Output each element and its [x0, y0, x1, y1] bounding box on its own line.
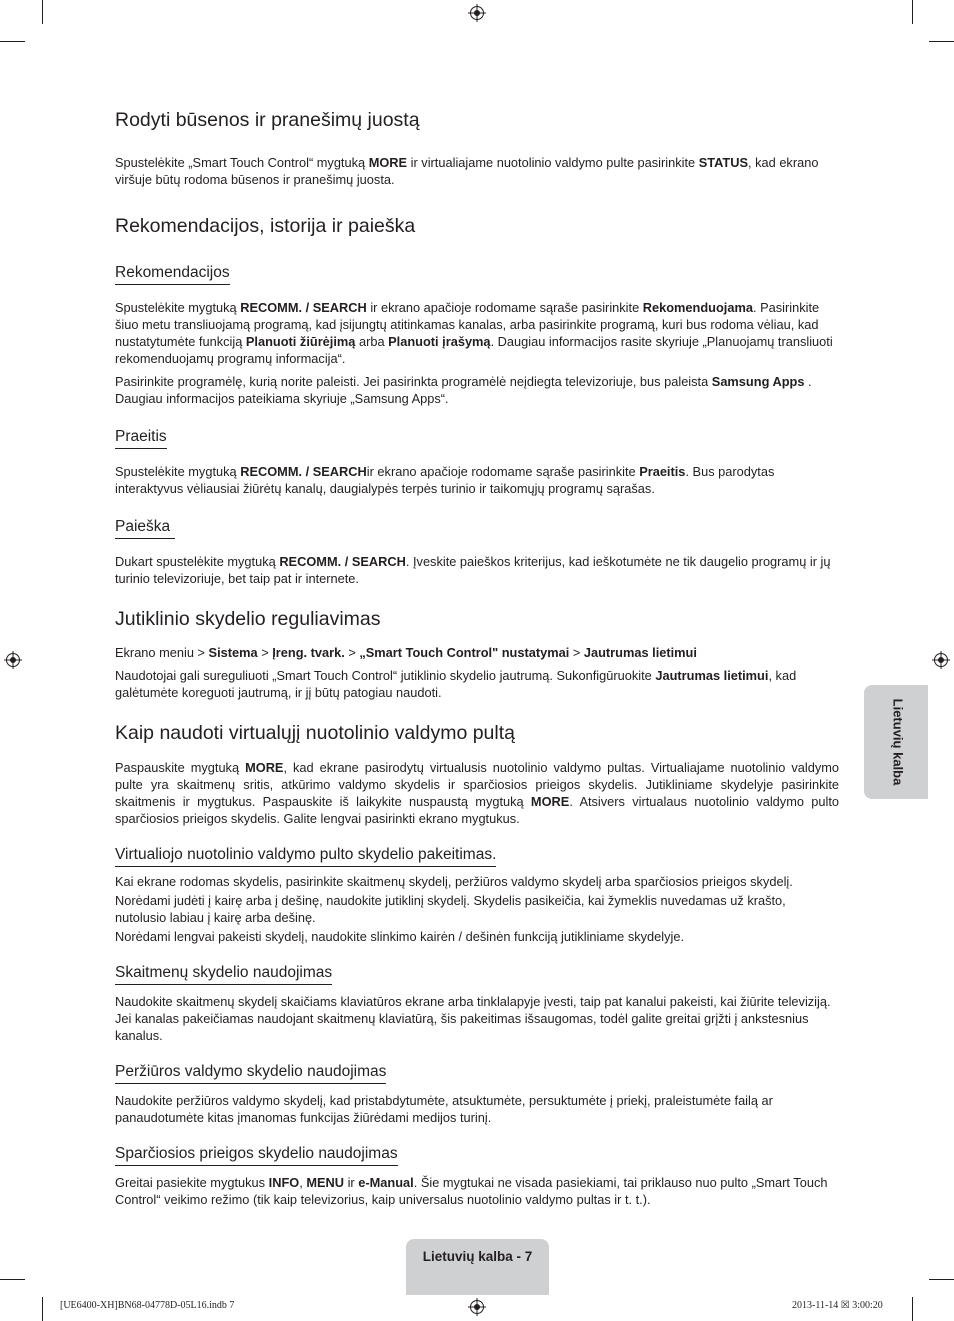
subsection-title: Paieška [115, 517, 175, 539]
paragraph: Spustelėkite „Smart Touch Control“ mygtuką MORE ir virtualiajame nuotolinio valdymo pulte pasirinkite STATUS, kad ekrano viršuje būtų rodoma būsenos ir pranešimų juosta. [115, 155, 819, 188]
paragraph: Norėdami lengvai pakeisti skydelį, naudokite slinkimo kairėn / dešinėn funkciją jutikliniame skydelyje. [115, 929, 685, 945]
registration-mark-icon [468, 1298, 486, 1316]
crop-mark [42, 1297, 43, 1321]
subsection-title: Rekomendacijos [115, 263, 230, 285]
paragraph: Kai ekrane rodomas skydelis, pasirinkite skaitmenų skydelį, peržiūros valdymo skydelį arba sparčiosios prieigos skydelį. [115, 874, 793, 890]
paragraph: Pasirinkite programėlę, kurią norite paleisti. Jei pasirinkta programėlė neįdiegta televizoriuje, bus paleista Samsung Apps . Daugiau informacijos pateikiama skyriuje „Samsung Apps“. [115, 373, 812, 406]
paragraph: Naudokite skaitmenų skydelį skaičiams klaviatūros ekrane arba tinklalapyje įvesti, taip pat kanalui pakeisti, kai žiūrite televiziją. Jei kanalas pakeičiamas naudojant skaitmenų klaviatūrą, šis pakeitimas išsaugomas, todėl galite greitai grįžti į ankstesnius kanalus. [115, 994, 831, 1044]
paragraph: Spustelėkite mygtuką RECOMM. / SEARCH ir ekrano apačioje rodomame sąraše pasirinkite Rekomenduojama. Pasirinkite šiuo metu transliuojamą programą, kad įsijungtų atitinkamas kanalas, arba pasirinkite programą, kuri bus rodoma vėliau, kad nustatytumėte funkciją Planuoti žiūrėjimą arba Planuoti įrašymą. Daugiau informacijos rasite skyriuje „Planuojamų transliuoti rekomenduojamų programų informacija“. [115, 299, 833, 366]
paragraph: Spustelėkite mygtuką RECOMM. / SEARCHir ekrano apačioje rodomame sąraše pasirinkite Praeitis. Bus parodytas interaktyvus vėliausiai žiūrėtų kanalų, daugialypės terpės turinio ir taikomųjų programų sąrašas. [115, 464, 775, 497]
crop-mark [0, 41, 25, 42]
paragraph: Norėdami judėti į kairę arba į dešinę, naudokite jutiklinį skydelį. Skydelis pasikeičia, kai žymeklis nuvedamas už krašto, nutolusio labiau į kairę arba dešinę. [115, 893, 786, 926]
page-content [115, 108, 839, 1208]
crop-mark [912, 0, 913, 24]
menu-path: Ekrano meniu > Sistema > Įreng. tvark. > „Smart Touch Control" nustatymai > Jautrumas lietimui [115, 644, 697, 660]
crop-mark [42, 0, 43, 24]
crop-mark [929, 41, 954, 42]
subsection-title: Sparčiosios prieigos skydelio naudojimas [115, 1144, 398, 1166]
subsection-title: Praeitis [115, 427, 167, 449]
registration-mark-icon [4, 651, 22, 669]
subsection-title: Virtualiojo nuotolinio valdymo pulto skydelio pakeitimas. [115, 845, 496, 867]
print-slug-date: 2013-11-14 ☒ 3:00:20 [792, 1300, 883, 1311]
subsection-title: Skaitmenų skydelio naudojimas [115, 963, 332, 985]
page-number-label: Lietuvių kalba - 7 [422, 1249, 533, 1264]
print-slug-file: [UE6400-XH]BN68-04778D-05L16.indb 7 [60, 1300, 235, 1311]
paragraph: Naudokite peržiūros valdymo skydelį, kad pristabdytumėte, atsuktumėte, persuktumėte į priekį, praleistumėte failą ar panaudotumėte kitas įmanomas funkcijas žiūrėdami medijos turinį. [115, 1093, 773, 1126]
crop-mark [0, 1279, 25, 1280]
section-title: Rodyti būsenos ir pranešimų juostą [115, 109, 420, 131]
section-title: Rekomendacijos, istorija ir paieška [115, 215, 416, 238]
paragraph: Paspauskite mygtuką MORE, kad ekrane pasirodytų virtualusis nuotolinio valdymo pultas. Virtualiajame nuotolinio valdymo pulte yra skaitmenų sritis, atkūrimo valdymo skydelis ir sparčiosios prieigos skydelis. Jutikliniame skydelyje pasirinkite skaitmenis ir mygtukus. Paspauskite iš laikykite nuspaustą mygtuką MORE. Atsivers virtualaus nuotolinio valdymo pulto sparčiosios prieigos skydelis. Galite lengvai pasirinkti ekrano mygtukus. [115, 759, 839, 826]
registration-mark-icon [468, 4, 486, 22]
paragraph: Greitai pasiekite mygtukus INFO, MENU ir e-Manual. Šie mygtukai ne visada pasiekiami, tai priklauso nuo pulto „Smart Touch Control“ veikimo režimo (tik kaip televizorius, kaip universalus nuotolinio valdymo pultas ir t. t.). [115, 1175, 828, 1208]
paragraph: Dukart spustelėkite mygtuką RECOMM. / SEARCH. Įveskite paieškos kriterijus, kad ieškotumėte ne tik daugelio programų ir jų turinio televizoriuje, bet taip pat ir internete. [115, 554, 831, 587]
registration-mark-icon [932, 651, 950, 669]
section-title: Jutiklinio skydelio reguliavimas [115, 608, 381, 631]
subsection-title: Peržiūros valdymo skydelio naudojimas [115, 1062, 386, 1084]
language-side-tab-label: Lietuvių kalba [890, 698, 906, 786]
page-number-tab [406, 1239, 549, 1295]
crop-mark [929, 1279, 954, 1280]
crop-mark [912, 1297, 913, 1321]
language-side-tab [864, 685, 928, 799]
paragraph: Naudotojai gali sureguliuoti „Smart Touch Control“ jutiklinio skydelio jautrumą. Sukonfigūruokite Jautrumas lietimui, kad galėtumėte koreguoti jautrumą, ir jį būtų patogiau naudoti. [115, 667, 797, 700]
section-title: Kaip naudoti virtualųjį nuotolinio valdymo pultą [115, 721, 515, 744]
